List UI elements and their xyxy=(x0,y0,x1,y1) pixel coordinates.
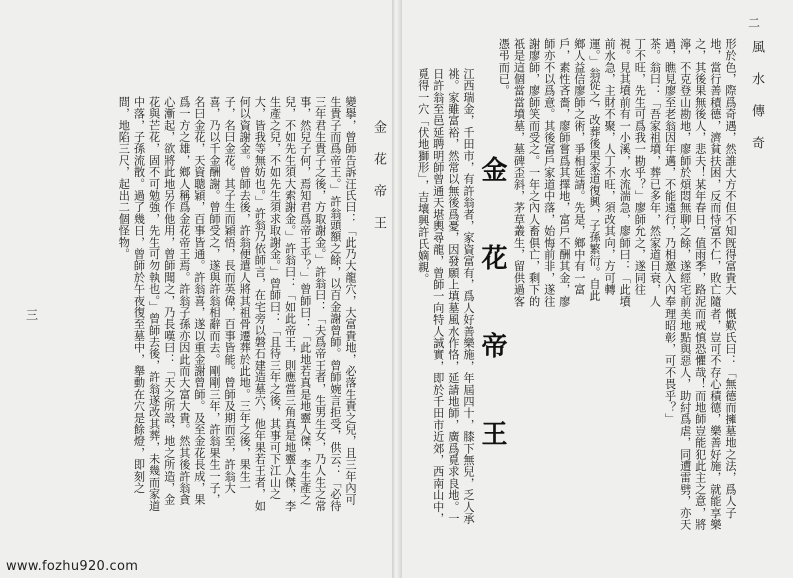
right-page xyxy=(402,8,774,548)
left-page xyxy=(20,8,392,548)
right-page-commentary: 慨歎氏曰：「無德而擁墓地之法，爲人子者，豈可不存心積德，樂善好施，就能享樂而戒慎恐懼哉！而地師豈能犯此主之意，將美地點與惡人，助紂爲虐，同遭雷劈，亦天理昭彰，可不畏乎？」 xyxy=(663,308,737,531)
book-gutter xyxy=(392,0,402,578)
left-page-number: 三 xyxy=(26,308,39,322)
chapter-title: 金 花 帝 王 xyxy=(477,156,507,464)
left-page-body-text: 變擧，曾師告訴汪氏曰：「此乃大龍穴，大富貴地，必落生貴之兒，且三年內可生貴子而爲帝王。」許翁頭額之餘，以百金謝曾師。曾師婉言拒受，供云：「必待三年君生貴子之後，方取謝金。」許翁曰：「夫爲帝王者，生男生女，乃人生之常事，然兒子何，焉知君爲帝王乎？」曾師曰：「此地若真是地靈人傑，李生產之兒，不如先生須大索謝金。」許翁曰：「如此帝王，則應當三角真是地靈人傑，李生產之兒，不如先生須求取謝金。」曾師曰：「且待三年之後，其事可下江山之大，皆我等無妨也。」許翁乃依師言，在宅旁以磐石建造墓穴，他年果若王者，如何以資謝金。曾師去後，許翁便遣人將其祖骨遷葬於此地。三年之後，果生一子，名曰金花。其子生而穎悟，長而英偉，百事皆能。曾師及期而至，許翁大喜，乃以千金酬謝。曾師受之，遂與許翁相辭而去。剛剛三年，許翁果生一子，名曰金花，天資聰穎，百事皆通。許翁喜，遂以重金謝曾師。及至金花長成，果爲一方之雄，鄉人稱爲金花帝王焉。許翁子孫亦因此而大富大貴。然其後許翁貪心漸起，欲將此地另作他用，曾師聞之，乃長嘆曰：「天之所設，地之所造，金花與芒花，固不可勉強，先生可勿執也。」曾師去後，許翁遂改其葬，未幾而家道中落，子孫流散。過了幾日，曾師於午夜復至墓中，舉動在穴是餘燈，即刻之間，地陷三尺，起出二個怪物。 xyxy=(117,96,357,512)
chapter-opening-text: 江西瑞金，千田市，有許翁者，家資富有，爲人好善樂施，年屆四十，膝下無兒，乏人承祧。家雖富裕，然常以無後爲憂，因發願上填墓風水作恪，延請地師，廣爲覓求良地。一日許翁至邑延聘明師曾通天堪輿尋龍，曾師一向特人誠實，即於千田市近郊，西南山中，覓得一穴「伏地獅形」，吉壤興許氏嫡親。 xyxy=(416,68,475,525)
right-page-running-head: 風 水 傳 奇 xyxy=(749,40,764,152)
site-watermark: www.fozhu920.com xyxy=(6,559,139,574)
right-page-body-text: 形於色，際爲奇遇，然誰大方不但不知旣得富貴大地，當行善積德，濟貧扶困，反而恃富不仁，敗亡隨之，其後果無後人，悲夫！某年春日，值雨季，路泥濘，不克登山勘地，廖師於煩悶無聊之餘，遂經宅前過，瞧見廖至老翁因年邁，不能遠行，乃相邀入內奉茶。翁曰：「吾家祖墳，葬已多年，然家道日衰，人丁不旺，先生可爲我一勘乎？」廖師允之，遂同往視。見其墳前有一小溪，水流湍急，廖師曰：「此墳前水急，主財不聚，人丁不旺，須改其向，方可轉運。」翁從之，改葬後果家道復興，子孫繁衍。自此鄉人益信廖師之術，爭相延請。先是，鄉中有一富戶，素性吝嗇，廖師嘗爲其擇地，富戶不酬其金，廖師亦不以爲意。其後富戶家道中落，始悔前非，遂往謝廖師，廖師笑而受之。一年之內人畜俱亡，剩下的祇是這個當當墳墓，墓碑歪斜，茅草叢生，留供過客憑弔而已。 xyxy=(497,38,737,308)
right-page-number: 二 xyxy=(747,16,760,30)
left-page-running-head: 金 花 帝 王 xyxy=(371,120,386,232)
